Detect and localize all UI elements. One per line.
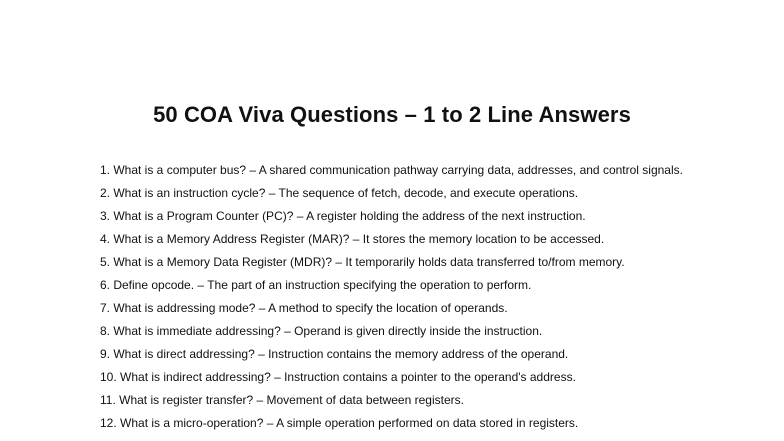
question-item: 6. Define opcode. – The part of an instruction specifying the operation to perform. <box>100 278 532 292</box>
question-item: 7. What is addressing mode? – A method to specify the location of operands. <box>100 301 508 315</box>
question-list <box>100 163 690 439</box>
question-item: 11. What is register transfer? – Movement of data between registers. <box>100 393 464 407</box>
document-title: 50 COA Viva Questions – 1 to 2 Line Answers <box>153 102 631 127</box>
question-item: 2. What is an instruction cycle? – The sequence of fetch, decode, and execute operations. <box>100 186 579 200</box>
question-item: 8. What is immediate addressing? – Operand is given directly inside the instruction. <box>100 324 543 338</box>
question-item: 1. What is a computer bus? – A shared communication pathway carrying data, addresses, and control signals. <box>100 163 683 177</box>
question-item: 5. What is a Memory Data Register (MDR)? – It temporarily holds data transferred to/from memory. <box>100 255 625 269</box>
question-item: 12. What is a micro-operation? – A simple operation performed on data stored in registers. <box>100 416 579 430</box>
question-item: 9. What is direct addressing? – Instruction contains the memory address of the operand. <box>100 347 569 361</box>
question-item: 4. What is a Memory Address Register (MAR)? – It stores the memory location to be accessed. <box>100 232 605 246</box>
question-item: 3. What is a Program Counter (PC)? – A register holding the address of the next instruction. <box>100 209 586 223</box>
question-item: 10. What is indirect addressing? – Instruction contains a pointer to the operand's address. <box>100 370 576 384</box>
